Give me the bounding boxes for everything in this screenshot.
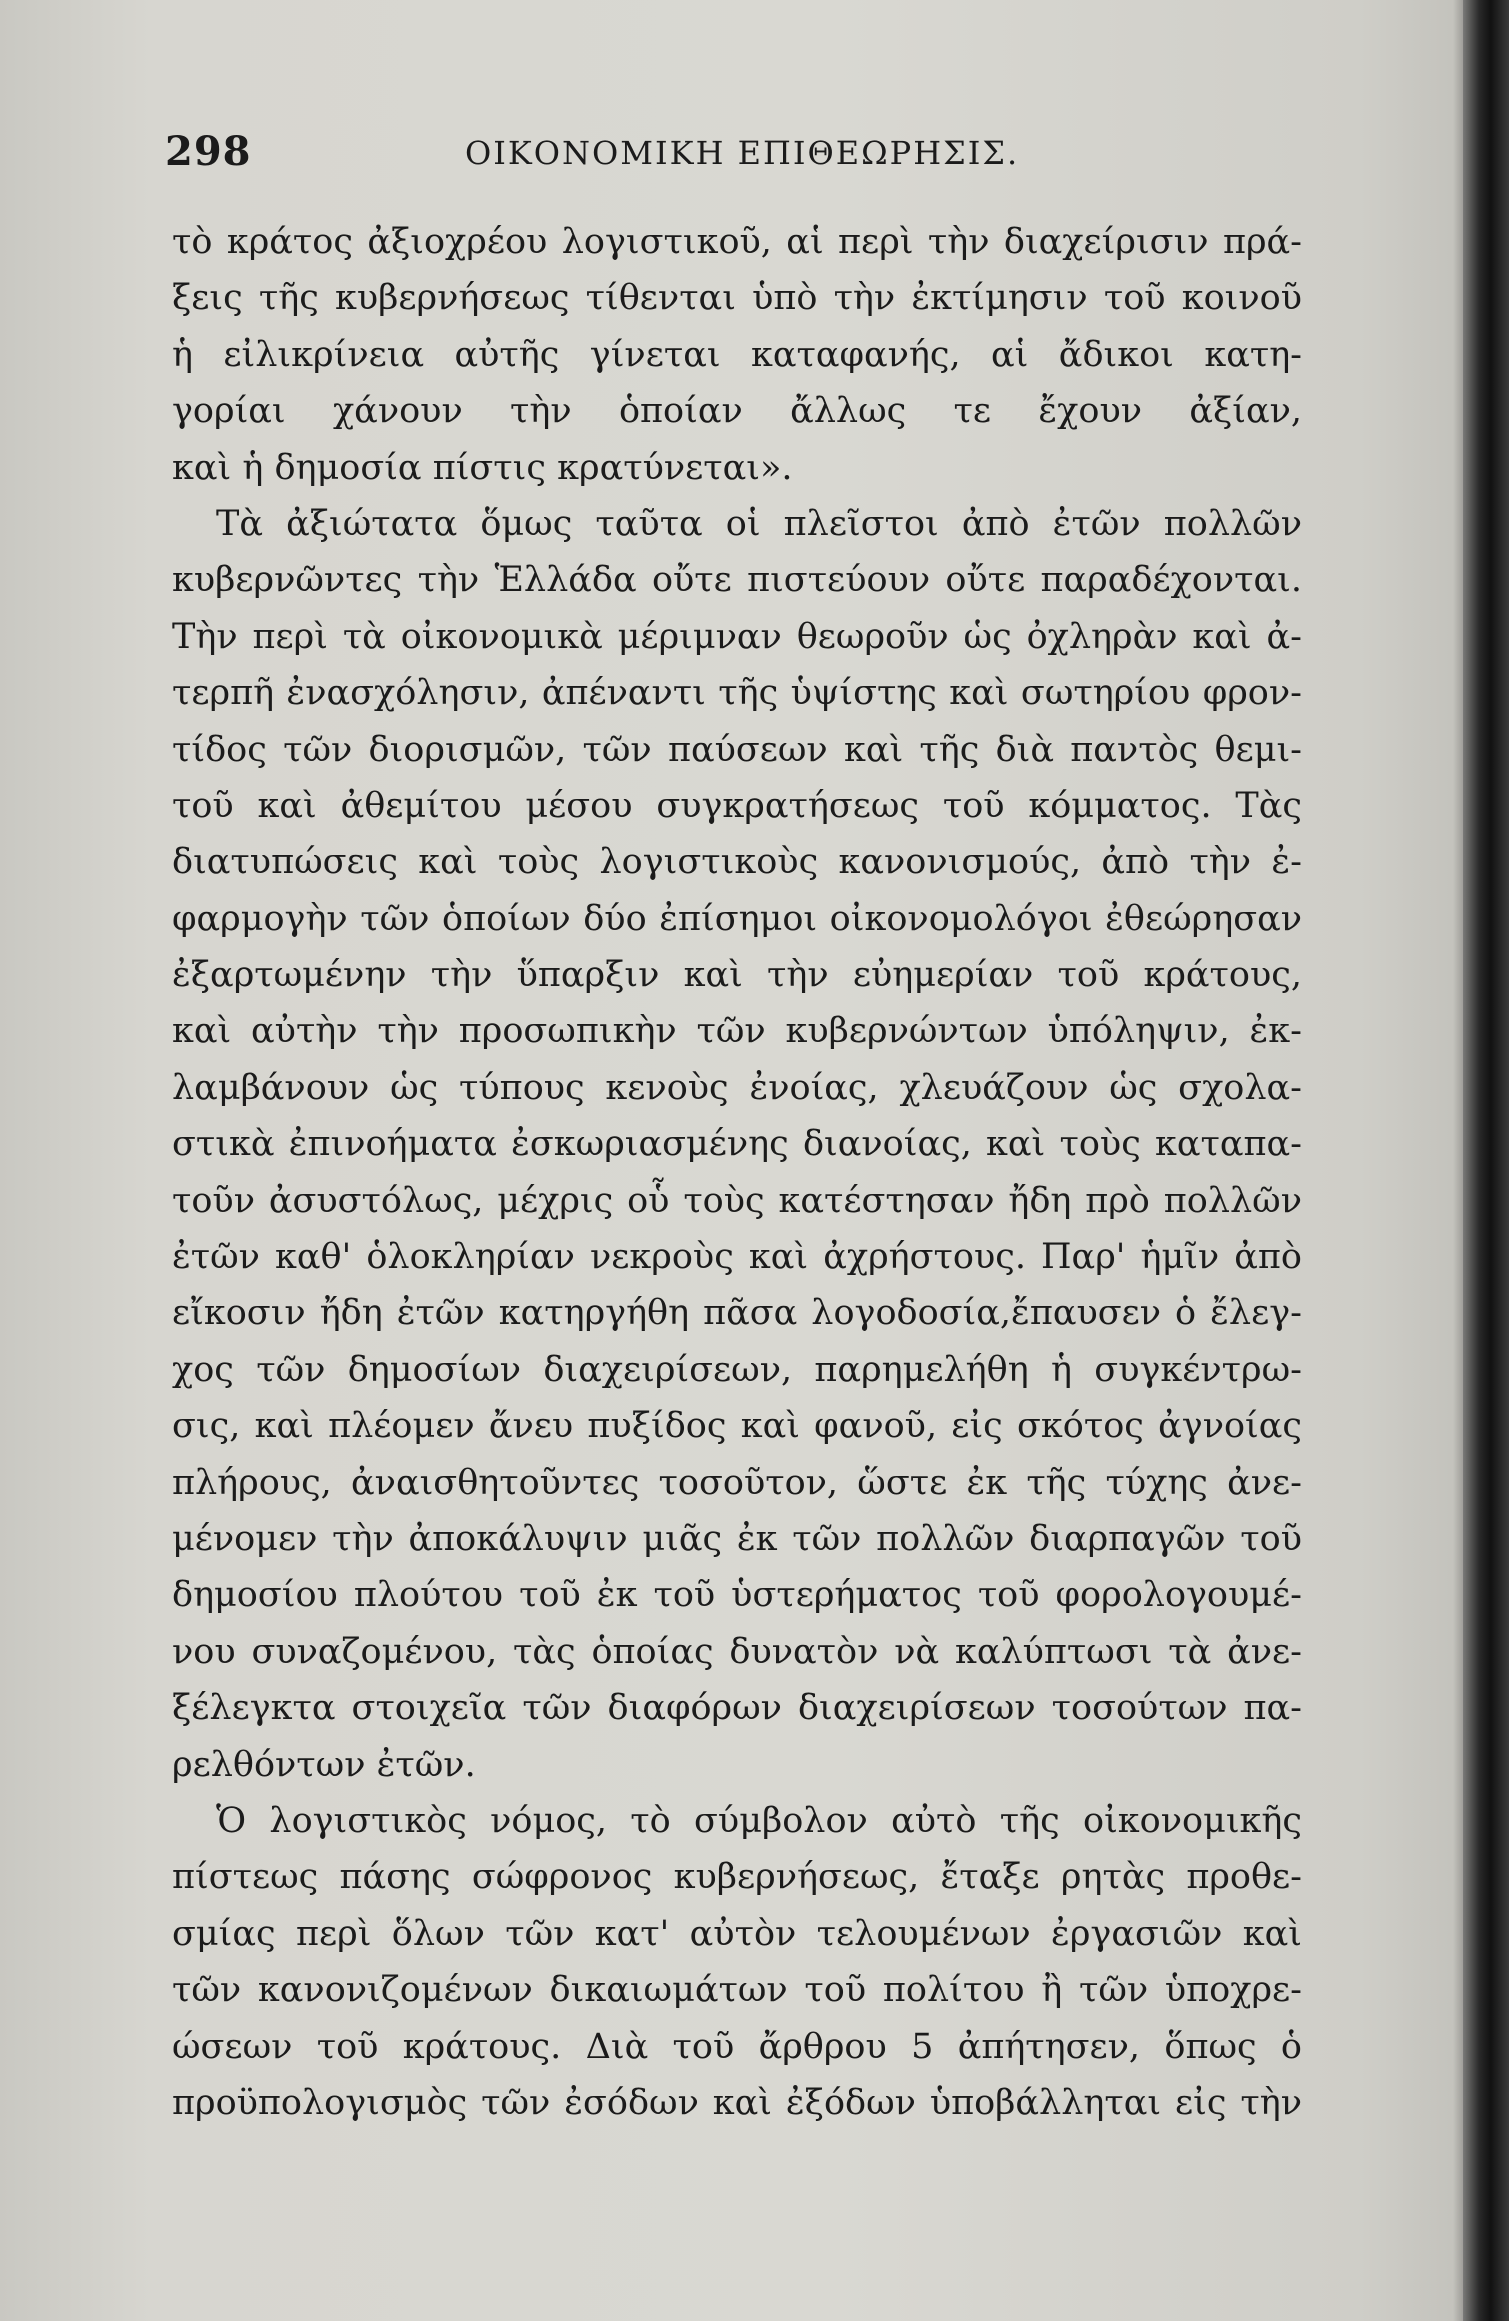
text-line: λαμβάνουν ὡς τύπους κενοὺς ἐνοίας, χλευάζουν ὡς σχολα- — [172, 1067, 1302, 1108]
text-line: καὶ ἡ δημοσία πίστις κρατύνεται». — [172, 447, 793, 488]
book-spine — [1463, 0, 1509, 2321]
text-line: φαρμογὴν τῶν ὁποίων δύο ἐπίσημοι οἰκονομολόγοι ἐθεώρησαν — [172, 898, 1302, 939]
text-line: σις, καὶ πλέομεν ἄνευ πυξίδος καὶ φανοῦ, εἰς σκότος ἀγνοίας — [172, 1406, 1302, 1447]
text-line: νου συναζομένου, τὰς ὁποίας δυνατὸν νὰ καλύπτωσι τὰ ἀνε- — [172, 1631, 1302, 1672]
text-line: Ὁ λογιστικὸς νόμος, τὸ σύμβολον αὐτὸ τῆς οἰκονομικῆς — [216, 1800, 1302, 1841]
text-line: κυβερνῶντες τὴν Ἑλλάδα οὔτε πιστεύουν οὔτε παραδέχονται. — [172, 560, 1302, 601]
running-title: ΟΙΚΟΝΟΜΙΚΗ ΕΠΙΘΕΩΡΗΣΙΣ. — [465, 134, 1020, 172]
text-line: τοῦν ἀσυστόλως, μέχρις οὗ τοὺς κατέστησαν ἤδη πρὸ πολλῶν — [172, 1180, 1302, 1221]
page-number: 298 — [165, 128, 252, 175]
text-line: πλήρους, ἀναισθητοῦντες τοσοῦτον, ὥστε ἐκ τῆς τύχης ἀνε- — [172, 1462, 1302, 1503]
text-line: σμίας περὶ ὅλων τῶν κατ' αὐτὸν τελουμένων ἐργασιῶν καὶ — [172, 1913, 1302, 1954]
text-line: τὸ κράτος ἀξιοχρέου λογιστικοῦ, αἱ περὶ τὴν διαχείρισιν πρά- — [172, 222, 1302, 262]
text-line: ξεις τῆς κυβερνήσεως τίθενται ὑπὸ τὴν ἐκτίμησιν τοῦ κοινοῦ — [172, 278, 1302, 319]
text-line: προϋπολογισμὸς τῶν ἐσόδων καὶ ἐξόδων ὑποβάλληται εἰς τὴν — [172, 2082, 1302, 2123]
text-line: τίδος τῶν διορισμῶν, τῶν παύσεων καὶ τῆς διὰ παντὸς θεμι- — [172, 729, 1302, 770]
text-line: τῶν κανονιζομένων δικαιωμάτων τοῦ πολίτου ἢ τῶν ὑποχρε- — [172, 1970, 1302, 2011]
text-line: Τὰ ἀξιώτατα ὅμως ταῦτα οἱ πλεῖστοι ἀπὸ ἐτῶν πολλῶν — [216, 503, 1302, 544]
text-line: ξέλεγκτα στοιχεῖα τῶν διαφόρων διαχειρίσεων τοσούτων πα- — [172, 1688, 1302, 1729]
text-line: τερπῆ ἐνασχόλησιν, ἀπέναντι τῆς ὑψίστης καὶ σωτηρίου φρον- — [172, 673, 1302, 714]
text-line: καὶ αὐτὴν τὴν προσωπικὴν τῶν κυβερνώντων ὑπόληψιν, ἐκ- — [172, 1011, 1302, 1052]
text-line: δημοσίου πλούτου τοῦ ἐκ τοῦ ὑστερήματος τοῦ φορολογουμέ- — [172, 1575, 1302, 1616]
text-line: ἡ εἰλικρίνεια αὐτῆς γίνεται καταφανής, αἱ ἄδικοι κατη- — [172, 334, 1302, 375]
text-line: διατυπώσεις καὶ τοὺς λογιστικοὺς κανονισμούς, ἀπὸ τὴν ἐ- — [172, 842, 1302, 883]
text-line: Τὴν περὶ τὰ οἰκονομικὰ μέριμναν θεωροῦν ὡς ὀχληρὰν καὶ ἀ- — [172, 616, 1302, 657]
text-line: ρελθόντων ἐτῶν. — [172, 1744, 476, 1785]
text-line: μένομεν τὴν ἀποκάλυψιν μιᾶς ἐκ τῶν πολλῶν διαρπαγῶν τοῦ — [172, 1518, 1302, 1559]
text-line: πίστεως πάσης σώφρονος κυβερνήσεως, ἔταξε ρητὰς προθε- — [172, 1857, 1302, 1898]
text-line: γορίαι χάνουν τὴν ὁποίαν ἄλλως τε ἔχουν ἀξίαν, — [172, 391, 1302, 432]
text-line: εἴκοσιν ἤδη ἐτῶν κατηργήθη πᾶσα λογοδοσία,ἔπαυσεν ὁ ἔλεγ- — [172, 1293, 1302, 1334]
text-line: ώσεων τοῦ κράτους. Διὰ τοῦ ἄρθρου 5 ἀπήτησεν, ὅπως ὁ — [172, 2026, 1302, 2067]
text-line: τοῦ καὶ ἀθεμίτου μέσου συγκρατήσεως τοῦ κόμματος. Τὰς — [172, 785, 1302, 826]
text-line: ἐτῶν καθ' ὁλοκληρίαν νεκροὺς καὶ ἀχρήστους. Παρ' ἡμῖν ἀπὸ — [172, 1237, 1302, 1278]
text-line: χος τῶν δημοσίων διαχειρίσεων, παρημελήθη ἡ συγκέντρω- — [172, 1349, 1302, 1390]
text-line: στικὰ ἐπινοήματα ἐσκωριασμένης διανοίας, καὶ τοὺς καταπα- — [172, 1124, 1302, 1165]
text-line: ἐξαρτωμένην τὴν ὕπαρξιν καὶ τὴν εὐημερίαν τοῦ κράτους, — [172, 955, 1302, 996]
body-text — [172, 214, 1302, 2131]
page-header — [165, 128, 1305, 176]
page-gutter-shadow — [1453, 0, 1463, 2321]
